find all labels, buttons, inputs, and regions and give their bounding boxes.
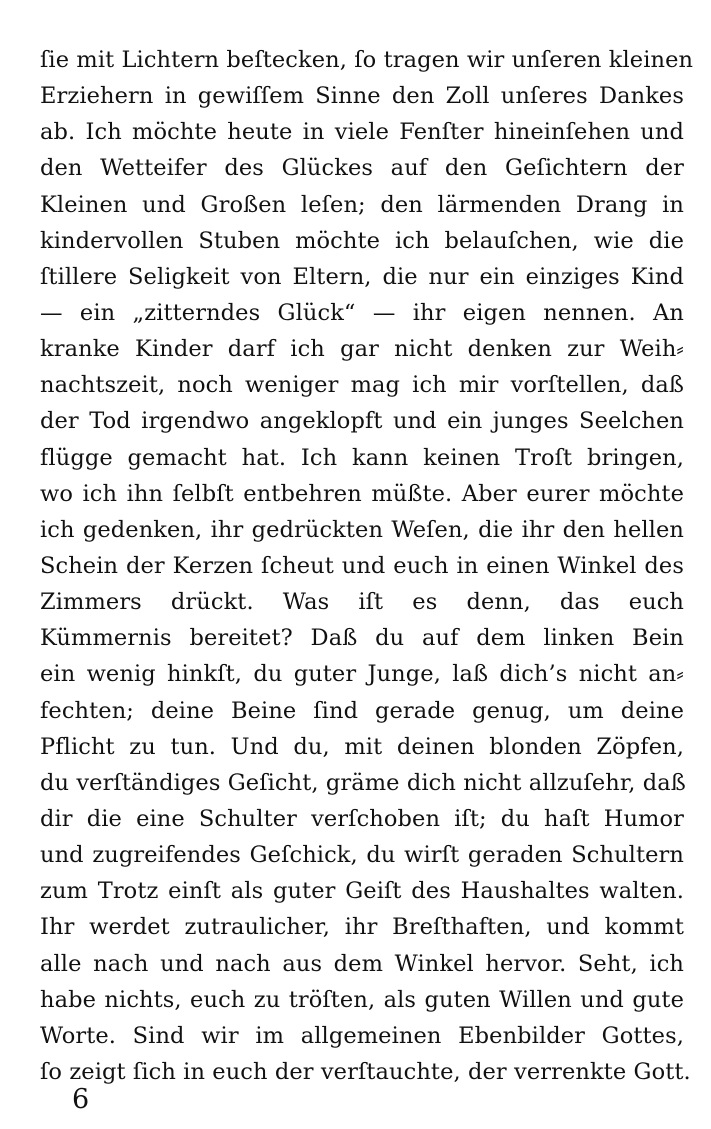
text-line-25: Ihr werdet zutraulicher, ihr Breſthaften, und kommt — [40, 914, 684, 941]
text-line-28: Worte. Sind wir im allgemeinen Ebenbilder Gottes, — [40, 1022, 684, 1049]
text-line-29: ſo zeigt ſich in euch der verſtauchte, der verrenkte Gott. — [40, 1058, 691, 1085]
text-line-2: Erziehern in gewiſſem Sinne den Zoll unſeres Dankes — [40, 83, 684, 110]
text-line-24: zum Trotz einſt als guter Geiſt des Haushaltes walten. — [40, 878, 684, 905]
text-line-23: und zugreifendes Geſchick, du wirſt geraden Schultern — [40, 842, 684, 869]
text-line-13: wo ich ihn ſelbſt entbehren müßte. Aber eurer möchte — [40, 480, 684, 507]
body-text — [40, 42, 694, 1090]
text-line-26: alle nach und nach aus dem Winkel hervor. Seht, ich — [40, 950, 684, 977]
text-line-27: habe nichts, euch zu tröſten, als guten Willen und gute — [40, 986, 684, 1013]
text-line-18: ein wenig hinkſt, du guter Junge, laß dich’s nicht an⸗ — [40, 661, 684, 688]
text-line-20: Pflicht zu tun. Und du, mit deinen blonden Zöpfen, — [40, 733, 684, 760]
text-line-1: ſie mit Lichtern beſtecken, ſo tragen wir unſeren kleinen — [40, 47, 694, 73]
text-line-21: du verſtändiges Geſicht, gräme dich nicht allzuſehr, daß — [40, 769, 686, 796]
text-line-10: nachtszeit, noch weniger mag ich mir vorſtellen, daß — [40, 372, 684, 399]
text-line-7: ſtillere Seligkeit von Eltern, die nur ein einziges Kind — [40, 263, 684, 290]
text-line-16: Zimmers drückt. Was iſt es denn, das euch — [40, 589, 684, 616]
page-number: 6 — [72, 1084, 90, 1115]
text-line-19: fechten; deine Beine ſind gerade genug, um deine — [40, 697, 684, 724]
text-line-11: der Tod irgendwo angeklopft und ein junges Seelchen — [40, 408, 684, 435]
text-line-8: — ein „zitterndes Glück“ — ihr eigen nennen. An — [40, 299, 684, 326]
text-line-5: Kleinen und Großen leſen; den lärmenden Drang in — [40, 191, 684, 218]
text-line-9: kranke Kinder darf ich gar nicht denken zur Weih⸗ — [40, 336, 684, 363]
text-line-15: Schein der Kerzen ſcheut und euch in einen Winkel des — [40, 552, 684, 579]
text-line-12: flügge gemacht hat. Ich kann keinen Troſt bringen, — [40, 444, 684, 471]
text-line-17: Kümmernis bereitet? Daß du auf dem linken Bein — [40, 625, 684, 652]
text-line-6: kindervollen Stuben möchte ich belauſchen, wie die — [40, 227, 684, 254]
text-line-3: ab. Ich möchte heute in viele Fenſter hineinſehen und — [40, 119, 684, 146]
text-line-22: dir die eine Schulter verſchoben iſt; du haſt Humor — [40, 805, 684, 832]
text-line-14: ich gedenken, ihr gedrückten Weſen, die ihr den hellen — [40, 516, 684, 543]
text-line-4: den Wetteifer des Glückes auf den Geſichtern der — [40, 155, 684, 182]
